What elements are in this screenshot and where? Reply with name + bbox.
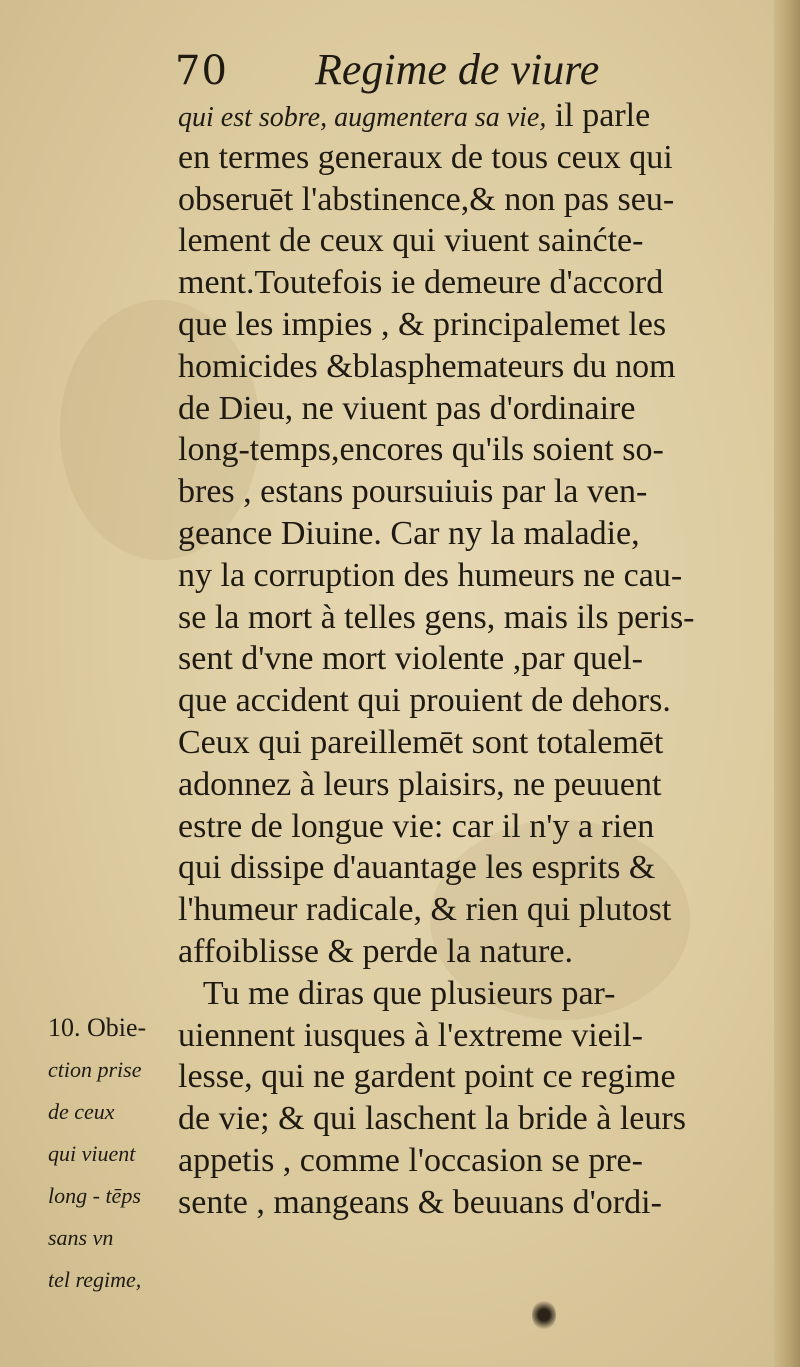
line-text: il parle <box>546 97 651 134</box>
text-line <box>178 1056 748 1098</box>
body-text <box>178 95 748 1224</box>
text-line <box>178 847 748 889</box>
text-line <box>178 973 748 1015</box>
line-text: lesse, qui ne gardent point ce regime <box>178 1058 676 1096</box>
text-line <box>178 513 748 555</box>
text-line <box>178 889 748 931</box>
page-header <box>175 40 735 100</box>
line-text: Ceux qui pareillemēt sont totalemēt <box>178 723 664 761</box>
line-text: de Dieu, ne viuent pas d'ordinaire <box>178 389 636 427</box>
text-line <box>178 95 748 137</box>
text-line <box>178 346 748 388</box>
text-line <box>178 471 748 513</box>
text-line <box>178 597 748 639</box>
line-text: lement de ceux qui viuent sainćte- <box>178 222 644 260</box>
margin-note-line: sans vn <box>48 1225 114 1250</box>
line-text: ny la corruption des humeurs ne cau- <box>178 556 683 594</box>
text-line <box>178 680 748 722</box>
line-text: qui dissipe d'auantage les esprits & <box>178 849 656 887</box>
line-text: appetis , comme l'occasion se pre- <box>178 1141 643 1179</box>
margin-note-line: tel regime, <box>48 1267 142 1292</box>
line-text: ment.Toutefois ie demeure d'accord <box>178 264 664 302</box>
line-text: geance Diuine. Car ny la maladie, <box>178 514 640 552</box>
page-number: 70 <box>175 48 228 94</box>
text-line <box>178 764 748 806</box>
text-line <box>178 1098 748 1140</box>
line-text: affoiblisse & perde la nature. <box>178 932 573 970</box>
italic-citation: qui est sobre, augmentera sa vie, <box>178 102 547 133</box>
line-text: que les impies , & principalemet les <box>178 305 667 343</box>
line-text: adonnez à leurs plaisirs, ne peuuent <box>178 765 662 803</box>
page-gutter <box>774 0 800 1367</box>
line-text: sente , mangeans & beuuans d'ordi- <box>178 1183 662 1221</box>
line-text: uiennent iusques à l'extreme vieil- <box>178 1016 643 1054</box>
text-line <box>178 722 748 764</box>
line-text: sent d'vne mort violente ,par quel- <box>178 640 643 678</box>
text-line <box>178 555 748 597</box>
text-line <box>178 1140 748 1182</box>
text-line <box>178 429 748 471</box>
line-text: que accident qui prouient de dehors. <box>178 682 671 720</box>
line-text: se la mort à telles gens, mais ils peris- <box>178 598 695 636</box>
line-text: obseruēt l'abstinence,& non pas seu- <box>178 180 675 218</box>
margin-note-line: long - tēps <box>48 1183 141 1208</box>
text-line <box>178 1015 748 1057</box>
ink-blot <box>532 1300 556 1330</box>
text-line <box>178 1182 748 1224</box>
line-text: Tu me diras que plusieurs par- <box>178 974 616 1012</box>
text-line <box>178 304 748 346</box>
line-text: long-temps,encores qu'ils soient so- <box>178 431 664 469</box>
text-line <box>178 179 748 221</box>
running-title: Regime de viure <box>315 45 600 94</box>
margin-note-line: qui viuent <box>48 1141 136 1166</box>
line-text: estre de longue vie: car il n'y a rien <box>178 807 655 845</box>
text-line <box>178 220 748 262</box>
margin-note-line: de ceux <box>48 1099 115 1124</box>
line-text: de vie; & qui laschent la bride à leurs <box>178 1100 686 1138</box>
text-line <box>178 931 748 973</box>
line-text: l'humeur radicale, & rien qui plutost <box>178 891 672 929</box>
margin-note-line: ction prise <box>48 1057 142 1082</box>
text-line <box>178 638 748 680</box>
line-text: en termes generaux de tous ceux qui <box>178 138 673 176</box>
margin-note <box>48 1007 180 1301</box>
text-line <box>178 806 748 848</box>
line-text: bres , estans poursuiuis par la ven- <box>178 473 648 511</box>
text-line <box>178 262 748 304</box>
text-line <box>178 388 748 430</box>
line-text: homicides &blasphemateurs du nom <box>178 347 676 385</box>
text-line <box>178 137 748 179</box>
margin-note-line: 10. Obie- <box>48 1013 147 1042</box>
